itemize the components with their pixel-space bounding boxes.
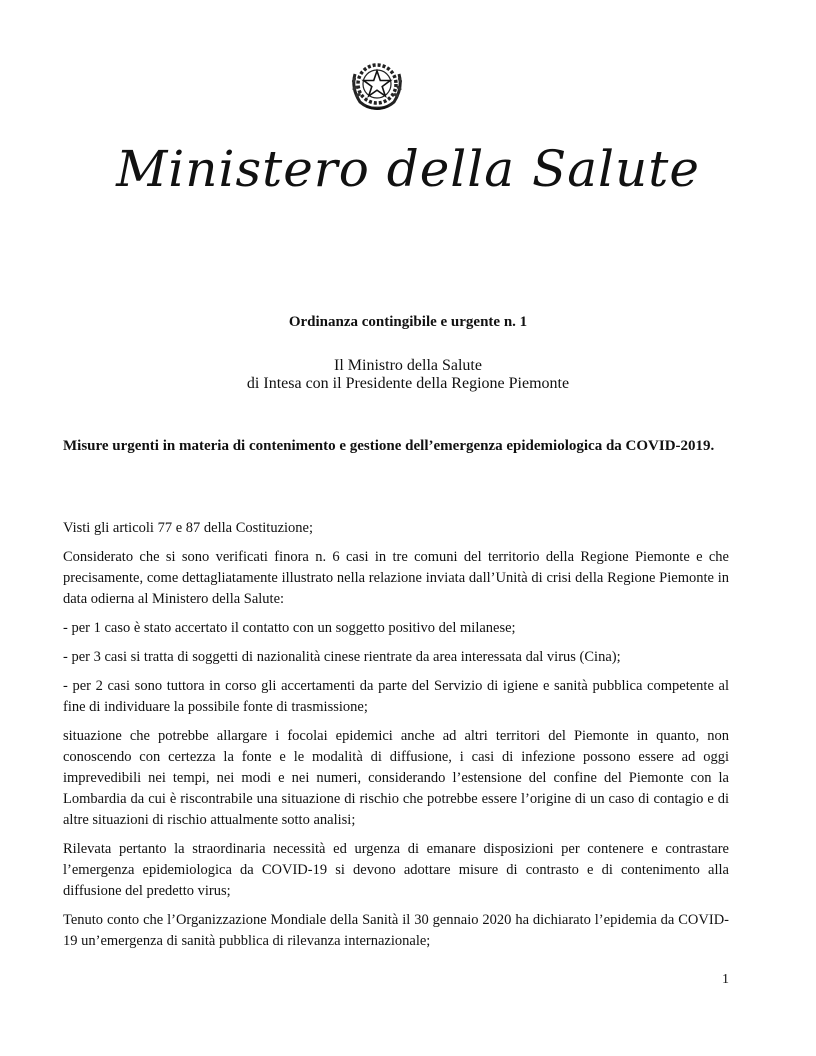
paragraph: situazione che potrebbe allargare i focolai epidemici anche ad altri territori del Piemonte in quanto, non conoscendo con certezza la fonte e le modalità di diffusione, i casi di infezione possono essere ad oggi imprevedibili nei tempi, nei modi e nei numeri, considerando l’estensione del confine del Piemonte con la Lombardia da cui è riscontrabile una situazione di rischio che potrebbe essere l’origine di un caso di contagio e di altre situazioni di rischio attualmente sotto analisi;: [63, 728, 729, 828]
minister-line-1: Il Ministro della Salute: [334, 357, 482, 374]
italian-republic-emblem-icon: [346, 54, 408, 112]
ministry-title: Ministero della Salute: [116, 140, 700, 198]
page-number: 1: [722, 972, 729, 987]
ordinance-subject: Misure urgenti in materia di contenimento e gestione dell’emergenza epidemiologica da COVID-2019.: [63, 438, 715, 454]
paragraph: - per 3 casi si tratta di soggetti di nazionalità cinese rientrate da area interessata dal virus (Cina);: [63, 649, 621, 665]
paragraph: - per 2 casi sono tuttora in corso gli accertamenti da parte del Servizio di igiene e sanità pubblica competente al fine di individuare la possibile fonte di trasmissione;: [63, 678, 729, 715]
paragraph: - per 1 caso è stato accertato il contatto con un soggetto positivo del milanese;: [63, 620, 516, 636]
ordinance-title: Ordinanza contingibile e urgente n. 1: [288, 314, 528, 330]
paragraph: Rilevata pertanto la straordinaria necessità ed urgenza di emanare disposizioni per contenere e contrastare l’emergenza epidemiologica da COVID-19 si devono adottare misure di contrasto e di contenimento alla diffusione del predetto virus;: [63, 841, 729, 899]
paragraph: Visti gli articoli 77 e 87 della Costituzione;: [63, 520, 314, 536]
minister-block: [0, 357, 816, 393]
paragraph: Tenuto conto che l’Organizzazione Mondiale della Sanità il 30 gennaio 2020 ha dichiarato l’epidemia da COVID-19 un’emergenza di sanità pubblica di rilevanza internazionale;: [63, 912, 729, 949]
minister-line-2: di Intesa con il Presidente della Regione Piemonte: [246, 375, 570, 392]
paragraph: Considerato che si sono verificati finora n. 6 casi in tre comuni del territorio della Regione Piemonte e che precisamente, come dettagliatamente illustrato nella relazione inviata dall’Unità di crisi della Regione Piemonte in data odierna al Ministero della Salute:: [63, 549, 729, 607]
document-body: [63, 518, 729, 960]
